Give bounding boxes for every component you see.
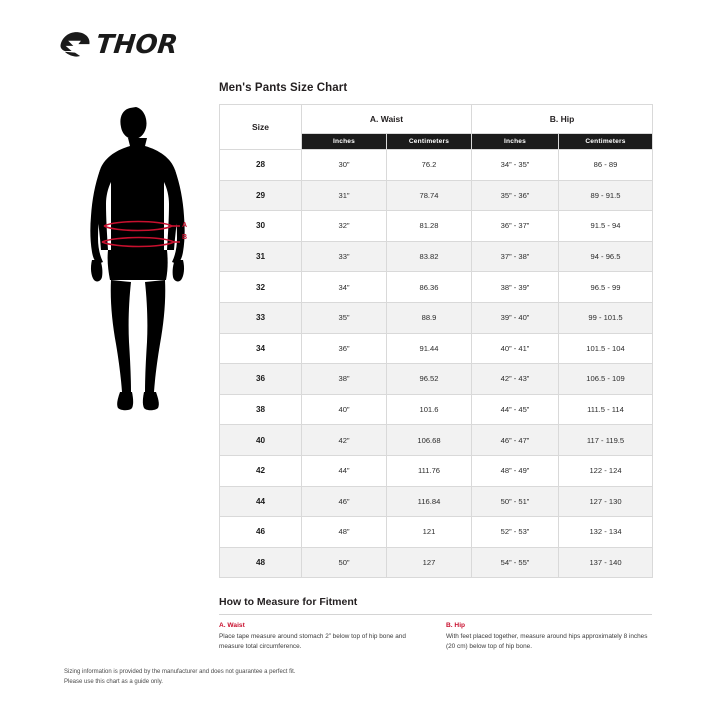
cell-hip-centimeters: 91.5 - 94 [559,211,653,242]
cell-waist-centimeters: 106.68 [387,425,472,456]
cell-waist-inches: 42” [302,425,387,456]
cell-hip-inches: 35” - 36” [472,180,559,211]
table-row [220,333,653,364]
cell-hip-centimeters: 111.5 - 114 [559,394,653,425]
cell-hip-inches: 52” - 53” [472,517,559,548]
table-row [220,425,653,456]
thor-helmet-icon [58,28,92,62]
table-row [220,517,653,548]
cell-waist-centimeters: 121 [387,517,472,548]
disclaimer-line-1: Sizing information is provided by the manufacturer and does not guarantee a perfect fit. [64,669,296,675]
cell-waist-inches: 35” [302,302,387,333]
header-hip-centimeters: Centimeters [559,134,653,150]
header-size: Size [220,105,302,150]
cell-size: 34 [220,333,302,364]
cell-hip-inches: 54” - 55” [472,547,559,578]
cell-hip-centimeters: 94 - 96.5 [559,241,653,272]
cell-size: 33 [220,302,302,333]
cell-waist-inches: 33” [302,241,387,272]
cell-waist-inches: 44” [302,455,387,486]
table-row [220,547,653,578]
how-to-waist [219,622,424,652]
size-chart-table-wrap [219,104,652,578]
cell-size: 31 [220,241,302,272]
cell-size: 30 [220,211,302,242]
figure-label-b: B [182,234,188,241]
cell-hip-inches: 40” - 41” [472,333,559,364]
cell-hip-inches: 39” - 40” [472,302,559,333]
cell-waist-centimeters: 101.6 [387,394,472,425]
table-row [220,211,653,242]
cell-waist-inches: 30” [302,150,387,181]
cell-waist-centimeters: 81.28 [387,211,472,242]
table-row [220,486,653,517]
header-hip-inches: Inches [472,134,559,150]
cell-waist-centimeters: 96.52 [387,364,472,395]
cell-size: 32 [220,272,302,303]
cell-size: 36 [220,364,302,395]
cell-size: 42 [220,455,302,486]
cell-hip-centimeters: 137 - 140 [559,547,653,578]
cell-waist-centimeters: 86.36 [387,272,472,303]
cell-waist-centimeters: 116.84 [387,486,472,517]
cell-size: 48 [220,547,302,578]
how-to-waist-text: Place tape measure around stomach 2” below top of hip bone and measure total circumference. [219,633,406,650]
table-row [220,394,653,425]
cell-waist-centimeters: 78.74 [387,180,472,211]
cell-waist-inches: 46” [302,486,387,517]
page-title: Men's Pants Size Chart [219,82,348,94]
cell-hip-inches: 34” - 35” [472,150,559,181]
brand-name: THOR [94,30,180,60]
cell-hip-centimeters: 96.5 - 99 [559,272,653,303]
cell-hip-inches: 46” - 47” [472,425,559,456]
size-chart-body [220,150,653,578]
table-row [220,241,653,272]
cell-size: 40 [220,425,302,456]
cell-size: 28 [220,150,302,181]
header-waist-inches: Inches [302,134,387,150]
table-row [220,364,653,395]
table-row [220,302,653,333]
cell-hip-centimeters: 117 - 119.5 [559,425,653,456]
cell-waist-centimeters: 91.44 [387,333,472,364]
cell-waist-inches: 50” [302,547,387,578]
cell-hip-inches: 36” - 37” [472,211,559,242]
cell-hip-centimeters: 106.5 - 109 [559,364,653,395]
cell-size: 38 [220,394,302,425]
cell-waist-centimeters: 111.76 [387,455,472,486]
how-to-measure-title: How to Measure for Fitment [219,596,358,608]
header-group-hip: B. Hip [472,105,653,134]
how-to-measure-section [219,596,652,652]
cell-waist-inches: 32” [302,211,387,242]
how-to-hip [446,622,651,652]
how-to-waist-heading: A. Waist [219,622,245,629]
cell-size: 29 [220,180,302,211]
header-group-waist: A. Waist [302,105,472,134]
how-to-hip-text: With feet placed together, measure around hips approximately 8 inches (20 cm) below top of hip bone. [446,633,648,650]
cell-hip-centimeters: 86 - 89 [559,150,653,181]
cell-hip-centimeters: 101.5 - 104 [559,333,653,364]
cell-hip-centimeters: 99 - 101.5 [559,302,653,333]
figure-label-a: A [182,222,188,229]
table-row [220,455,653,486]
cell-hip-inches: 48” - 49” [472,455,559,486]
cell-hip-inches: 42” - 43” [472,364,559,395]
cell-size: 46 [220,517,302,548]
cell-hip-inches: 50” - 51” [472,486,559,517]
cell-hip-inches: 44” - 45” [472,394,559,425]
cell-waist-inches: 38” [302,364,387,395]
cell-waist-centimeters: 88.9 [387,302,472,333]
cell-hip-inches: 37” - 38” [472,241,559,272]
table-row [220,150,653,181]
table-header-groups [220,105,653,134]
cell-waist-inches: 36” [302,333,387,364]
divider [219,614,652,615]
cell-hip-centimeters: 127 - 130 [559,486,653,517]
cell-waist-centimeters: 127 [387,547,472,578]
size-chart-table [219,104,653,578]
cell-waist-inches: 31” [302,180,387,211]
brand-logo [58,28,178,62]
how-to-hip-heading: B. Hip [446,622,466,629]
body-figure-illustration [64,100,214,420]
disclaimer-line-2: Please use this chart as a guide only. [64,679,163,686]
cell-waist-inches: 40” [302,394,387,425]
cell-hip-centimeters: 122 - 124 [559,455,653,486]
table-row [220,272,653,303]
disclaimer [64,667,295,687]
cell-waist-inches: 48” [302,517,387,548]
cell-hip-centimeters: 132 - 134 [559,517,653,548]
cell-hip-inches: 38” - 39” [472,272,559,303]
table-row [220,180,653,211]
cell-size: 44 [220,486,302,517]
cell-waist-centimeters: 83.82 [387,241,472,272]
cell-waist-centimeters: 76.2 [387,150,472,181]
cell-hip-centimeters: 89 - 91.5 [559,180,653,211]
cell-waist-inches: 34” [302,272,387,303]
header-waist-centimeters: Centimeters [387,134,472,150]
